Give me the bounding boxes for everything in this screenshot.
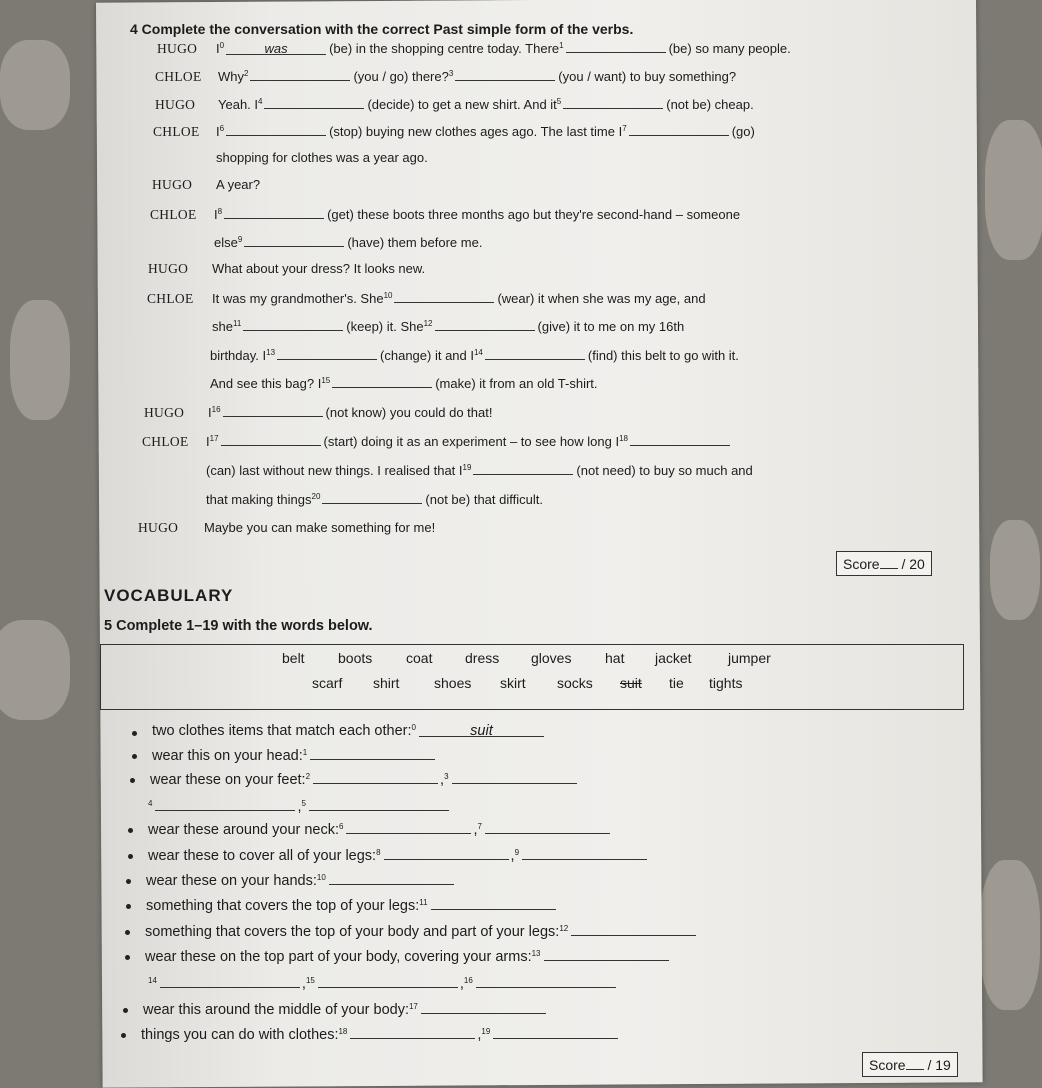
word-jumper: jumper xyxy=(728,650,771,666)
answer-blank[interactable] xyxy=(350,1025,475,1039)
answer-blank[interactable]: suit xyxy=(419,723,544,737)
answer-blank[interactable] xyxy=(455,67,555,81)
gap-number: 4 xyxy=(258,97,263,106)
score-label: Score xyxy=(843,556,880,572)
conversation-line xyxy=(147,374,598,391)
item-text: wear these on the top part of your body, covering your arms: xyxy=(145,949,532,965)
line-text: (not need) to buy so much and xyxy=(576,463,753,478)
gap-number: 2 xyxy=(244,69,249,78)
answer-blank[interactable] xyxy=(155,797,295,811)
gap-number: 11 xyxy=(419,898,428,907)
line-text: (start) doing it as an experiment – to see how long I xyxy=(323,434,620,449)
conversation-line xyxy=(152,177,260,193)
answer-blank[interactable] xyxy=(309,797,449,811)
speaker-name: CHLOE xyxy=(155,69,202,84)
answer-blank[interactable] xyxy=(346,820,471,834)
vocab-item xyxy=(152,723,546,739)
vocab-item xyxy=(141,1025,620,1043)
comma: , xyxy=(459,976,464,992)
bullet xyxy=(132,754,137,759)
answer-blank[interactable] xyxy=(250,67,350,81)
answer-blank[interactable] xyxy=(322,490,422,504)
item-text: wear these on your hands: xyxy=(146,873,317,889)
bullet xyxy=(123,1008,128,1013)
item-text: wear this around the middle of your body: xyxy=(143,1002,409,1018)
line-text: (give) it to me on my 16th xyxy=(537,319,685,334)
line-text: What about your dress? It looks new. xyxy=(212,261,426,276)
vocab-item xyxy=(145,947,671,965)
answer-blank[interactable] xyxy=(421,1000,546,1014)
answer-blank[interactable] xyxy=(571,922,696,936)
bullet xyxy=(126,879,131,884)
answer-blank[interactable] xyxy=(452,770,577,784)
gap-number: 2 xyxy=(305,772,311,781)
line-text: I xyxy=(214,207,218,222)
score-label: Score xyxy=(869,1057,906,1073)
bullet xyxy=(132,731,137,736)
gap-number: 1 xyxy=(302,748,308,757)
line-text: And see this bag? I xyxy=(210,376,322,391)
answer-blank[interactable] xyxy=(629,122,729,136)
bullet xyxy=(126,904,131,909)
score-total: / 19 xyxy=(927,1057,951,1073)
line-text: birthday. I xyxy=(210,348,267,363)
vocab-item xyxy=(146,896,558,914)
bullet xyxy=(125,955,130,960)
gap-number: 10 xyxy=(383,291,393,300)
answer-blank[interactable] xyxy=(264,95,364,109)
word-gloves: gloves xyxy=(531,650,572,666)
answer-blank[interactable]: was xyxy=(226,41,326,55)
gap-number: 9 xyxy=(237,235,243,244)
answer-blank[interactable] xyxy=(310,746,435,760)
line-text: I xyxy=(216,124,220,139)
conversation-line xyxy=(138,520,435,536)
word-belt: belt xyxy=(282,650,305,666)
gap-number: 18 xyxy=(619,434,628,443)
gap-number: 15 xyxy=(321,376,331,385)
word-boots: boots xyxy=(338,650,373,666)
line-text: (find) this belt to go with it. xyxy=(587,348,739,363)
gap-number: 0 xyxy=(411,723,416,732)
conversation-line xyxy=(148,261,425,277)
score-box-ex5 xyxy=(862,1052,958,1077)
speaker-name: HUGO xyxy=(155,97,196,112)
answer-blank[interactable] xyxy=(473,461,573,475)
score-total: / 20 xyxy=(901,556,925,572)
gap-number: 16 xyxy=(211,405,221,414)
line-text: (be) in the shopping centre today. There xyxy=(329,41,560,56)
speaker-name: HUGO xyxy=(138,520,179,535)
gap-number: 8 xyxy=(376,848,381,857)
answer-blank[interactable] xyxy=(318,974,458,988)
line-text: (wear) it when she was my age, and xyxy=(497,291,706,306)
bullet xyxy=(128,854,133,859)
answer-blank[interactable] xyxy=(544,947,669,961)
conversation-line xyxy=(153,150,428,165)
conversation-line xyxy=(155,67,736,85)
bullet xyxy=(130,778,135,783)
gap-number: 17 xyxy=(408,1002,418,1011)
speaker-name: CHLOE xyxy=(147,291,194,306)
gap-number: 1 xyxy=(559,41,564,50)
vocab-item xyxy=(152,746,437,764)
speaker-name: CHLOE xyxy=(142,434,189,449)
vocab-item xyxy=(143,1000,548,1018)
gap-number: 12 xyxy=(423,319,433,328)
line-text: It was my grandmother's. She xyxy=(212,291,384,306)
answer-blank[interactable] xyxy=(476,974,616,988)
conversation-line xyxy=(150,233,482,250)
answer-blank[interactable] xyxy=(566,39,666,53)
word-socks: socks xyxy=(557,675,593,691)
comma: , xyxy=(477,1027,482,1043)
score-input[interactable] xyxy=(880,555,898,569)
gap-number: 14 xyxy=(148,976,157,985)
gap-number: 7 xyxy=(477,822,482,831)
answer-blank[interactable] xyxy=(384,846,509,860)
word-suit: suit xyxy=(620,675,642,691)
word-jacket: jacket xyxy=(655,650,692,666)
answer-blank[interactable] xyxy=(394,289,494,303)
item-text: wear this on your head: xyxy=(152,748,303,764)
conversation-line xyxy=(150,205,740,223)
line-text: (be) so many people. xyxy=(668,41,791,56)
answer-blank[interactable] xyxy=(160,974,300,988)
word-tie: tie xyxy=(669,675,684,691)
comma: , xyxy=(473,822,478,838)
score-box-ex4 xyxy=(836,551,932,576)
conversation-line xyxy=(153,122,755,140)
gap-number: 6 xyxy=(219,124,225,133)
answer-blank[interactable] xyxy=(226,122,326,136)
gap-number: 19 xyxy=(462,463,472,472)
line-text: (stop) buying new clothes ages ago. The last time I xyxy=(329,124,623,139)
gap-number: 3 xyxy=(448,69,454,78)
conversation-line xyxy=(147,317,684,334)
word-skirt: skirt xyxy=(500,675,526,691)
gap-number: 0 xyxy=(219,41,225,50)
vocab-item xyxy=(148,846,649,864)
line-text: (get) these boots three months ago but they're second-hand – someone xyxy=(327,207,741,222)
item-text: something that covers the top of your body and part of your legs: xyxy=(145,924,560,940)
item-text: wear these around your neck: xyxy=(148,822,340,838)
line-text: (can) last without new things. I realised that I xyxy=(206,463,463,478)
line-text: Why xyxy=(218,69,244,84)
answer-blank[interactable] xyxy=(329,871,454,885)
gap-number: 19 xyxy=(481,1027,491,1036)
item-text: something that covers the top of your legs: xyxy=(146,898,420,914)
line-text: (not be) cheap. xyxy=(666,97,754,112)
gap-number: 16 xyxy=(463,976,473,985)
gap-number: 11 xyxy=(232,319,242,328)
answer-blank[interactable] xyxy=(224,205,324,219)
line-text: I xyxy=(208,405,212,420)
vocab-item xyxy=(150,770,579,788)
speaker-name: HUGO xyxy=(144,405,185,420)
word-hat: hat xyxy=(605,650,625,666)
answer-blank[interactable] xyxy=(563,95,663,109)
answer-blank[interactable] xyxy=(485,346,585,360)
conversation-line xyxy=(147,289,706,307)
line-text: she xyxy=(212,319,233,334)
speaker-name: CHLOE xyxy=(153,124,200,139)
answer-blank[interactable] xyxy=(630,432,730,446)
vocab-item xyxy=(148,797,451,815)
gap-number: 17 xyxy=(209,434,219,443)
line-text: (decide) to get a new shirt. And it xyxy=(367,97,557,112)
answer-blank[interactable] xyxy=(313,770,438,784)
exercise-5-title: 5 Complete 1–19 with the words below. xyxy=(104,618,373,634)
gap-number: 15 xyxy=(305,976,315,985)
gap-number: 5 xyxy=(556,97,562,106)
vocab-item xyxy=(145,922,698,940)
answer-blank[interactable] xyxy=(221,432,321,446)
word-shoes: shoes xyxy=(434,675,472,691)
vocab-item xyxy=(148,820,612,838)
gap-number: 10 xyxy=(316,873,326,882)
vocab-item xyxy=(148,974,618,992)
gap-number: 13 xyxy=(531,949,541,958)
conversation-line xyxy=(142,490,543,507)
line-text: else xyxy=(214,235,238,250)
answer-blank[interactable] xyxy=(431,896,556,910)
gap-number: 5 xyxy=(301,799,306,808)
speaker-name: HUGO xyxy=(152,177,193,192)
comma: , xyxy=(510,848,515,864)
speaker-name: HUGO xyxy=(157,41,198,56)
answer-blank[interactable] xyxy=(277,346,377,360)
line-text: (go) xyxy=(731,124,755,139)
line-text: (make) it from an old T-shirt. xyxy=(435,376,598,391)
conversation-line xyxy=(155,95,754,113)
comma: , xyxy=(440,772,445,788)
word-shirt: shirt xyxy=(373,675,400,691)
gap-number: 7 xyxy=(622,124,627,133)
word-scarf: scarf xyxy=(312,675,343,691)
gap-number: 9 xyxy=(514,848,520,857)
answer-blank[interactable] xyxy=(243,317,343,331)
gap-number: 6 xyxy=(339,822,344,831)
exercise-4-title: 4 Complete the conversation with the correct Past simple form of the verbs. xyxy=(130,21,634,37)
conversation-line xyxy=(144,403,492,421)
conversation-line xyxy=(157,39,791,57)
bullet xyxy=(125,930,130,935)
gap-number: 12 xyxy=(559,924,569,933)
vocabulary-heading: VOCABULARY xyxy=(104,586,234,605)
answer-blank[interactable] xyxy=(435,317,535,331)
answer-blank[interactable] xyxy=(485,820,610,834)
gap-number: 8 xyxy=(217,207,223,216)
answer-blank[interactable] xyxy=(223,403,323,417)
line-text: I xyxy=(206,434,210,449)
gap-number: 18 xyxy=(338,1027,348,1036)
score-input[interactable] xyxy=(906,1056,924,1070)
conversation-line xyxy=(147,346,739,363)
answer-blank[interactable] xyxy=(493,1025,618,1039)
answer-blank[interactable] xyxy=(522,846,647,860)
line-text: A year? xyxy=(216,177,261,192)
gap-number: 13 xyxy=(266,348,276,357)
word-tights: tights xyxy=(709,675,743,691)
line-text: Maybe you can make something for me! xyxy=(204,520,436,535)
gap-number: 4 xyxy=(148,799,153,808)
conversation-line xyxy=(142,461,753,478)
vocab-item xyxy=(146,871,456,889)
item-text: wear these on your feet: xyxy=(150,772,306,788)
gap-number: 14 xyxy=(473,348,483,357)
speaker-name: HUGO xyxy=(148,261,189,276)
item-text: things you can do with clothes: xyxy=(141,1027,339,1043)
comma: , xyxy=(301,976,306,992)
line-text: I xyxy=(216,41,220,56)
bullet xyxy=(121,1033,126,1038)
line-text: (you / go) there? xyxy=(353,69,449,84)
item-text: two clothes items that match each other: xyxy=(152,723,412,739)
line-text: (not be) that difficult. xyxy=(425,492,543,507)
answer-blank[interactable] xyxy=(332,374,432,388)
line-text: (you / want) to buy something? xyxy=(558,69,737,84)
line-text: (have) them before me. xyxy=(347,235,483,250)
bullet xyxy=(128,828,133,833)
conversation-line xyxy=(142,432,733,450)
line-text: (keep) it. She xyxy=(346,319,424,334)
line-text: shopping for clothes was a year ago. xyxy=(216,150,428,165)
speaker-name: CHLOE xyxy=(150,207,197,222)
answer-blank[interactable] xyxy=(244,233,344,247)
gap-number: 3 xyxy=(444,772,449,781)
line-text: (not know) you could do that! xyxy=(325,405,493,420)
line-text: (change) it and I xyxy=(380,348,474,363)
gap-number: 20 xyxy=(311,492,321,501)
word-coat: coat xyxy=(406,650,433,666)
line-text: that making things xyxy=(206,492,312,507)
word-dress: dress xyxy=(465,650,500,666)
line-text: Yeah. I xyxy=(218,97,259,112)
item-text: wear these to cover all of your legs: xyxy=(148,848,377,864)
comma: , xyxy=(297,799,302,815)
